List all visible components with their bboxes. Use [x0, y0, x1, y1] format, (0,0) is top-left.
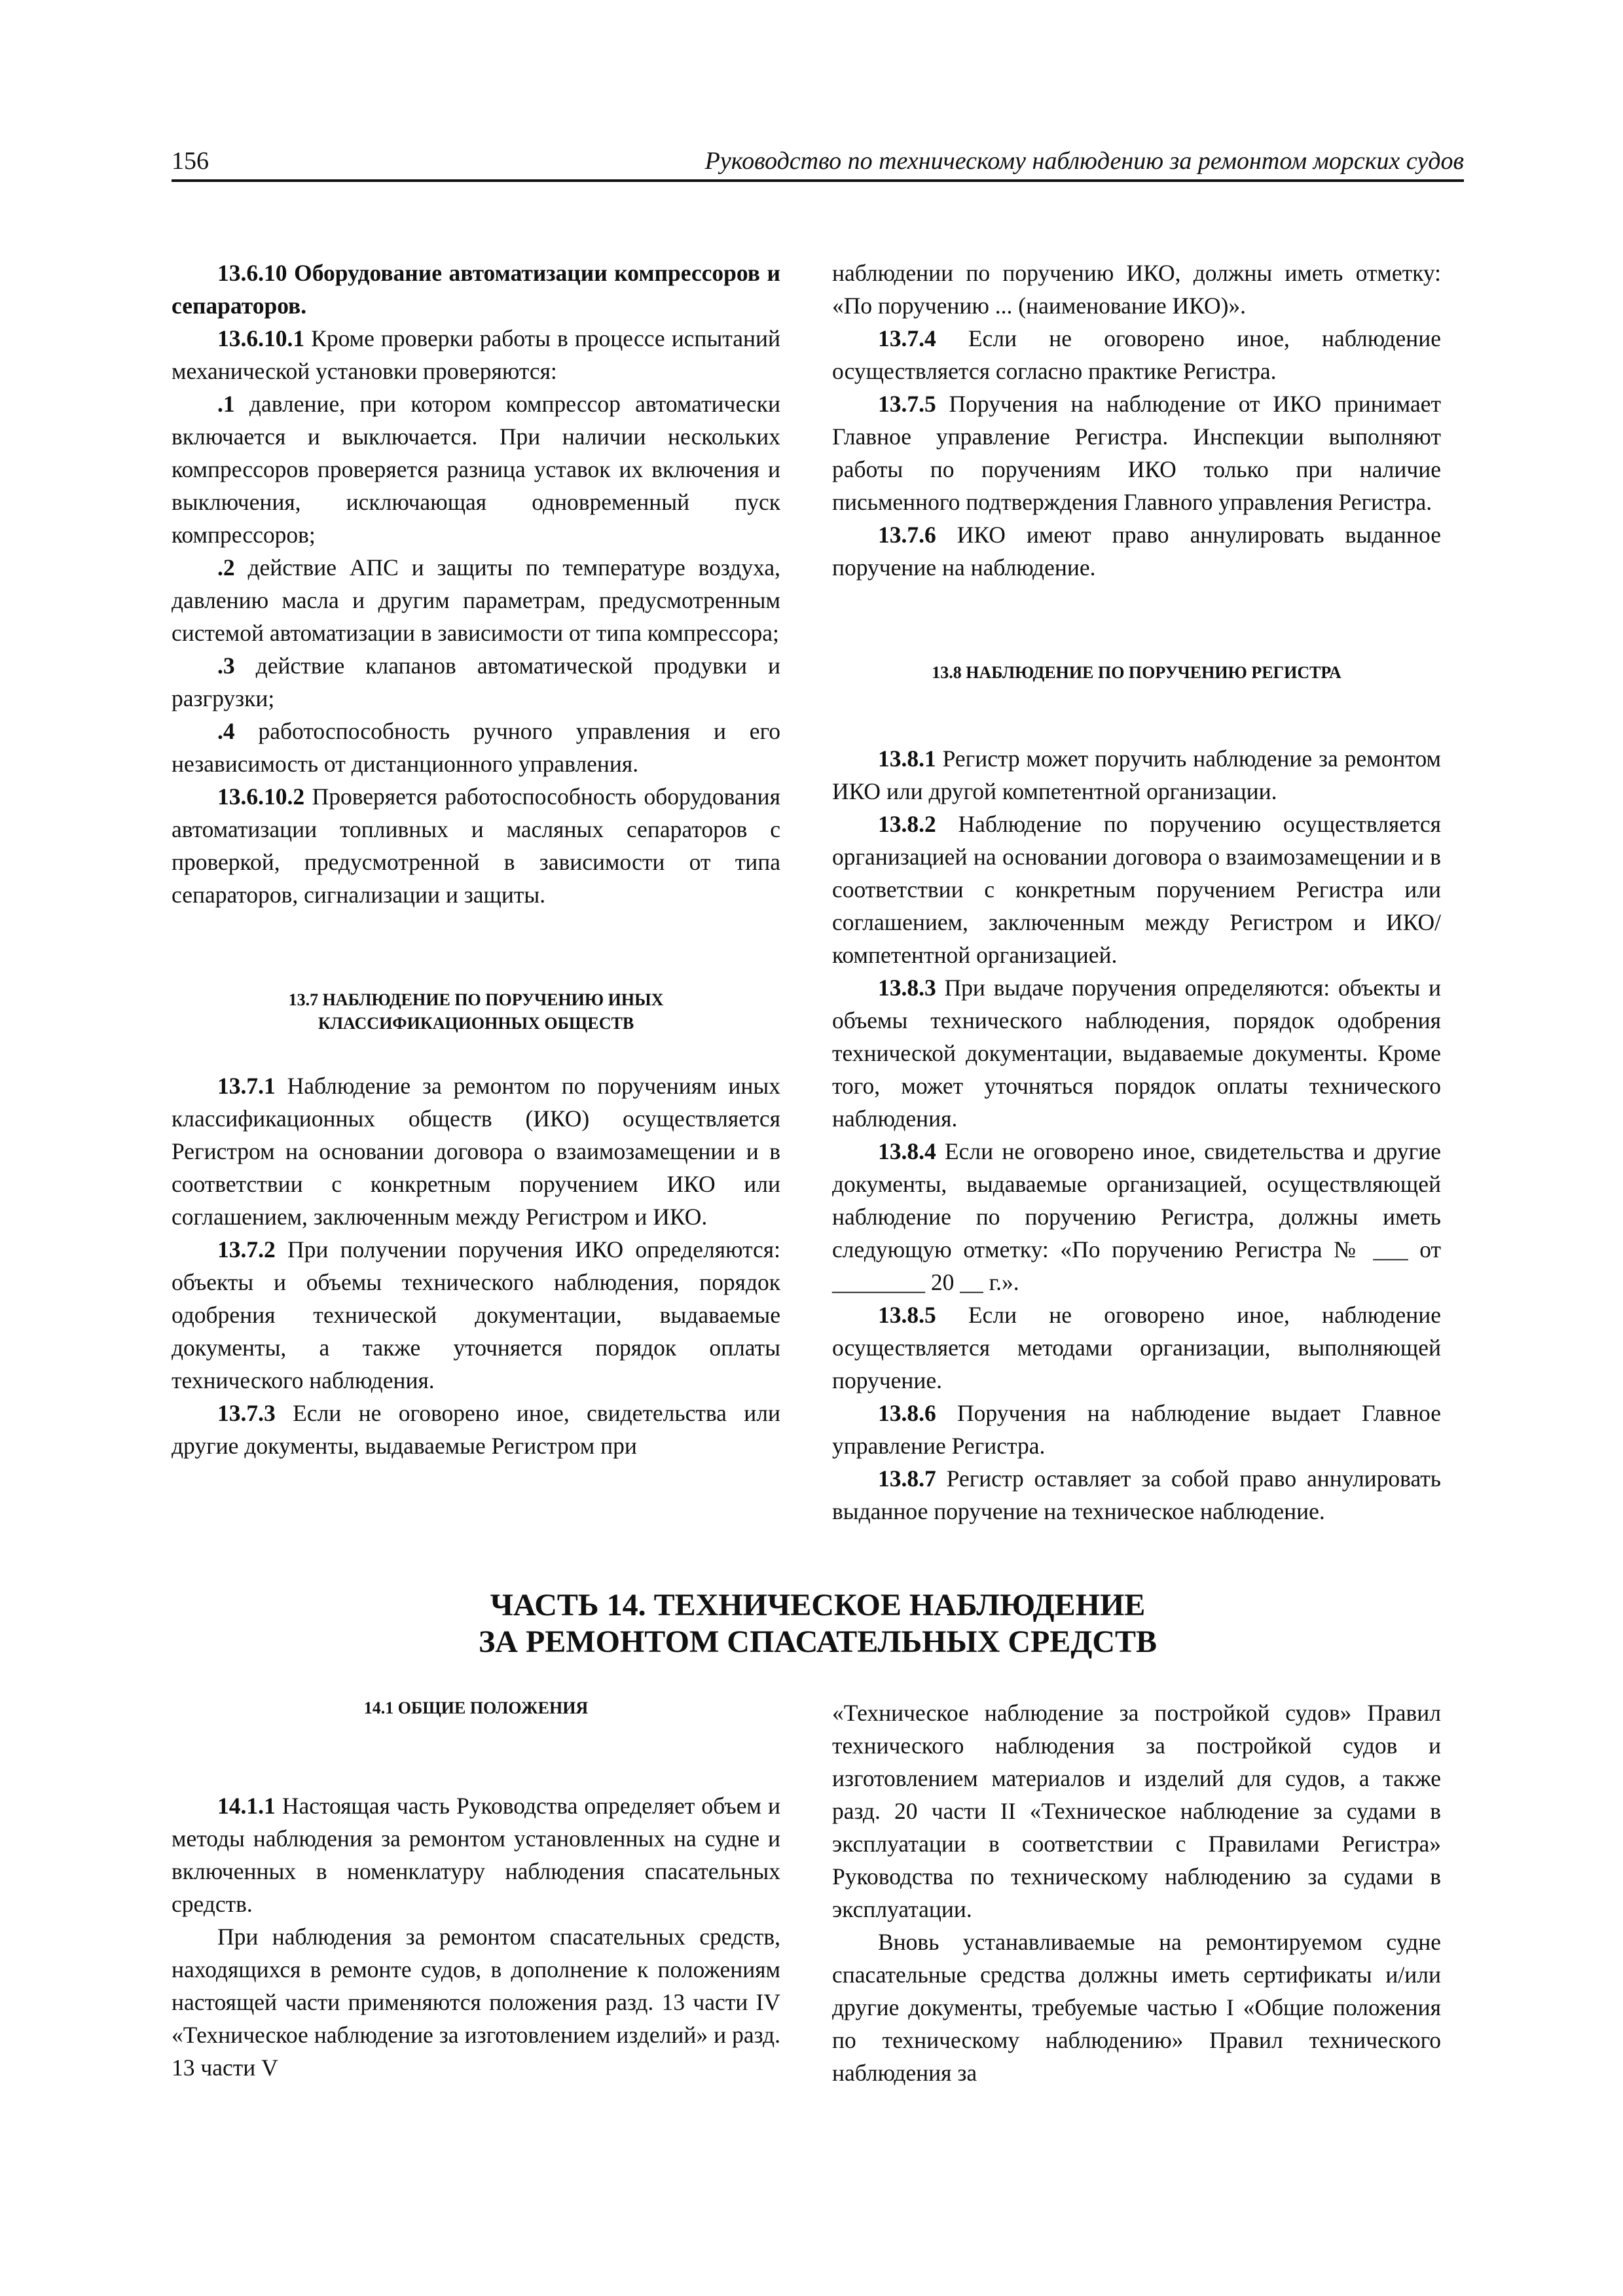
section-number: 13.8.5 — [878, 1302, 936, 1328]
page-header — [172, 145, 1464, 182]
paragraph-13-6-10-1: 13.6.10.1 Кроме проверки работы в процессе испытаний механической установки проверяются: — [172, 325, 780, 384]
section-number: 13.7.1 — [217, 1073, 276, 1099]
right-column — [832, 257, 1441, 1528]
section-number: 13.8.1 — [878, 745, 936, 772]
section-number: 13.7.2 — [217, 1236, 276, 1263]
paragraph-14-1-2-continued: «Техническое наблюдение за постройкой судов» Правил технического наблюдения за постройкой судов и изготовлением материалов и изделий для судов, а также разд. 20 части II «Техническое наблюдение за судами в эксплуатации в соответствии с Правилами Регистра» Руководства по техническому наблюдению за судами в эксплуатации. — [832, 1700, 1441, 1922]
section-number: 14.1.1 — [217, 1793, 276, 1819]
paragraph-13-8-6: 13.8.6 Поручения на наблюдение выдает Главное управление Регистра. — [832, 1400, 1441, 1459]
paragraph-14-1-1: 14.1.1 Настоящая часть Руководства определяет объем и методы наблюдения за ремонтом установленных на судне и включенных в номенклатуру наблюдения спасательных средств. — [172, 1793, 780, 1917]
section-number: 13.7.3 — [217, 1400, 276, 1426]
paragraph-13-8-1: 13.8.1 Регистр может поручить наблюдение за ремонтом ИКО или другой компетентной организации. — [832, 745, 1441, 804]
part-title — [172, 1587, 1464, 1660]
paragraph-14-1-3: Вновь устанавливаемые на ремонтируемом судне спасательные средства должны иметь сертификаты и/или другие документы, требуемые частью I «Общие положения по техническому наблюдению» Правил технического наблюдения за — [832, 1929, 1441, 2086]
item-number: .1 — [217, 391, 235, 417]
part14-left-column — [172, 1696, 780, 2084]
list-item-4: .4 работоспособность ручного управления и его независимость от дистанционного управления. — [172, 718, 780, 777]
list-item-3: .3 действие клапанов автоматической продувки и разгрузки; — [172, 653, 780, 711]
section-number: 13.8.3 — [878, 975, 936, 1001]
part-title-line-2: ЗА РЕМОНТОМ СПАСАТЕЛЬНЫХ СРЕДСТВ — [478, 1624, 1158, 1659]
paragraph-13-7-3: 13.7.3 Если не оговорено иное, свидетельства или другие документы, выдаваемые Регистром при — [172, 1400, 780, 1459]
section-heading-13-8: 13.8 НАБЛЮДЕНИЕ ПО ПОРУЧЕНИЮ РЕГИСТРА — [932, 663, 1341, 682]
section-number: 13.8.7 — [878, 1465, 936, 1492]
paragraph-13-8-2: 13.8.2 Наблюдение по поручению осуществляется организацией на основании договора о взаимозамещении и в соответствии с конкретным поручением Регистра или соглашением, заключенным между Регистром и ИКО/компетентной организацией. — [832, 811, 1441, 968]
section-number: 13.8.2 — [878, 811, 936, 837]
page-number: 156 — [172, 147, 209, 175]
paragraph-13-8-7: 13.8.7 Регистр оставляет за собой право аннулировать выданное поручение на техническое наблюдение. — [832, 1465, 1441, 1524]
paragraph-13-6-10-2: 13.6.10.2 Проверяется работоспособность оборудования автоматизации топливных и масляных сепараторов с проверкой, предусмотренной в зависимости от типа сепараторов, сигнализации и защиты. — [172, 783, 780, 908]
paragraph-13-6-10 — [172, 257, 780, 322]
part-title-line-1: ЧАСТЬ 14. ТЕХНИЧЕСКОЕ НАБЛЮДЕНИЕ — [490, 1588, 1146, 1623]
section-number: 13.8.4 — [878, 1138, 936, 1164]
section-number: 13.6.10.2 — [217, 783, 305, 810]
section-heading-13-7: 13.7 НАБЛЮДЕНИЕ ПО ПОРУЧЕНИЮ ИНЫХ КЛАССИФИКАЦИОННЫХ ОБЩЕСТВ — [288, 990, 664, 1033]
running-title: Руководство по техническому наблюдению за ремонтом морских судов — [704, 147, 1464, 175]
paragraph-14-1-2: При наблюдения за ремонтом спасательных средств, находящихся в ремонте судов, в дополнение к положениям настоящей части применяются положения разд. 13 части IV «Техническое наблюдение за изготовлением изделий» и разд. 13 части V — [172, 1924, 780, 2081]
paragraph-13-8-3: 13.8.3 При выдаче поручения определяются: объекты и объемы технического наблюдения, порядок одобрения технической документации, выдаваемые документы. Кроме того, может уточняться порядок оплаты технического наблюдения. — [832, 975, 1441, 1132]
section-title: Оборудование автоматизации компрессоров и сепараторов. — [172, 260, 780, 319]
section-number: 13.6.10.1 — [217, 325, 305, 351]
section-number: 13.6.10 — [217, 260, 287, 286]
item-number: .3 — [217, 653, 235, 679]
paragraph-13-7-5: 13.7.5 Поручения на наблюдение от ИКО принимает Главное управление Регистра. Инспекции выполняют работы по поручениям ИКО только при наличие письменного подтверждения Главного управления Регистра. — [832, 391, 1441, 515]
paragraph-13-8-4: 13.8.4 Если не оговорено иное, свидетельства и другие документы, выдаваемые организацией, осуществляющей наблюдение по поручению Регистра, должны иметь следующую отметку: «По поручению Регистра № ___ от ________ 20 __ г.». — [832, 1138, 1441, 1295]
paragraph-13-7-3-continued: наблюдении по поручению ИКО, должны иметь отметку: «По поручению ... (наименование ИКО)». — [832, 260, 1441, 319]
list-item-2: .2 действие АПС и защиты по температуре воздуха, давлению масла и другим параметрам, предусмотренным системой автоматизации в зависимости от типа компрессора; — [172, 554, 780, 646]
paragraph-13-7-2: 13.7.2 При получении поручения ИКО определяются: объекты и объемы технического наблюдения, порядок одобрения технической документации, выдаваемые документы, а также уточняется порядок оплаты технического наблюдения. — [172, 1236, 780, 1393]
paragraph-13-7-6: 13.7.6 ИКО имеют право аннулировать выданное поручение на наблюдение. — [832, 522, 1441, 581]
item-number: .4 — [217, 718, 235, 744]
section-number: 13.8.6 — [878, 1400, 936, 1426]
section-number: 13.7.4 — [878, 325, 936, 351]
paragraph-13-8-5: 13.8.5 Если не оговорено иное, наблюдение осуществляется методами организации, выполняющей поручение. — [832, 1302, 1441, 1393]
section-number: 13.7.5 — [878, 391, 936, 417]
paragraph-13-7-1: 13.7.1 Наблюдение за ремонтом по поручениям иных классификационных обществ (ИКО) осуществляется Регистром на основании договора о взаимозамещении и в соответствии с конкретным поручением ИКО или соглашением, заключенным между Регистром и ИКО. — [172, 1073, 780, 1230]
section-heading-14-1: 14.1 ОБЩИЕ ПОЛОЖЕНИЯ — [363, 1698, 589, 1717]
item-number: .2 — [217, 554, 235, 581]
paragraph-13-7-4: 13.7.4 Если не оговорено иное, наблюдение осуществляется согласно практике Регистра. — [832, 325, 1441, 384]
section-number: 13.7.6 — [878, 522, 936, 548]
part14-right-column — [832, 1696, 1441, 2089]
list-item-1: .1 давление, при котором компрессор автоматически включается и выключается. При наличии нескольких компрессоров проверяется разница уставок их включения и выключения, исключающая одновременный пуск компрессоров; — [172, 391, 780, 548]
left-column — [172, 257, 780, 1462]
